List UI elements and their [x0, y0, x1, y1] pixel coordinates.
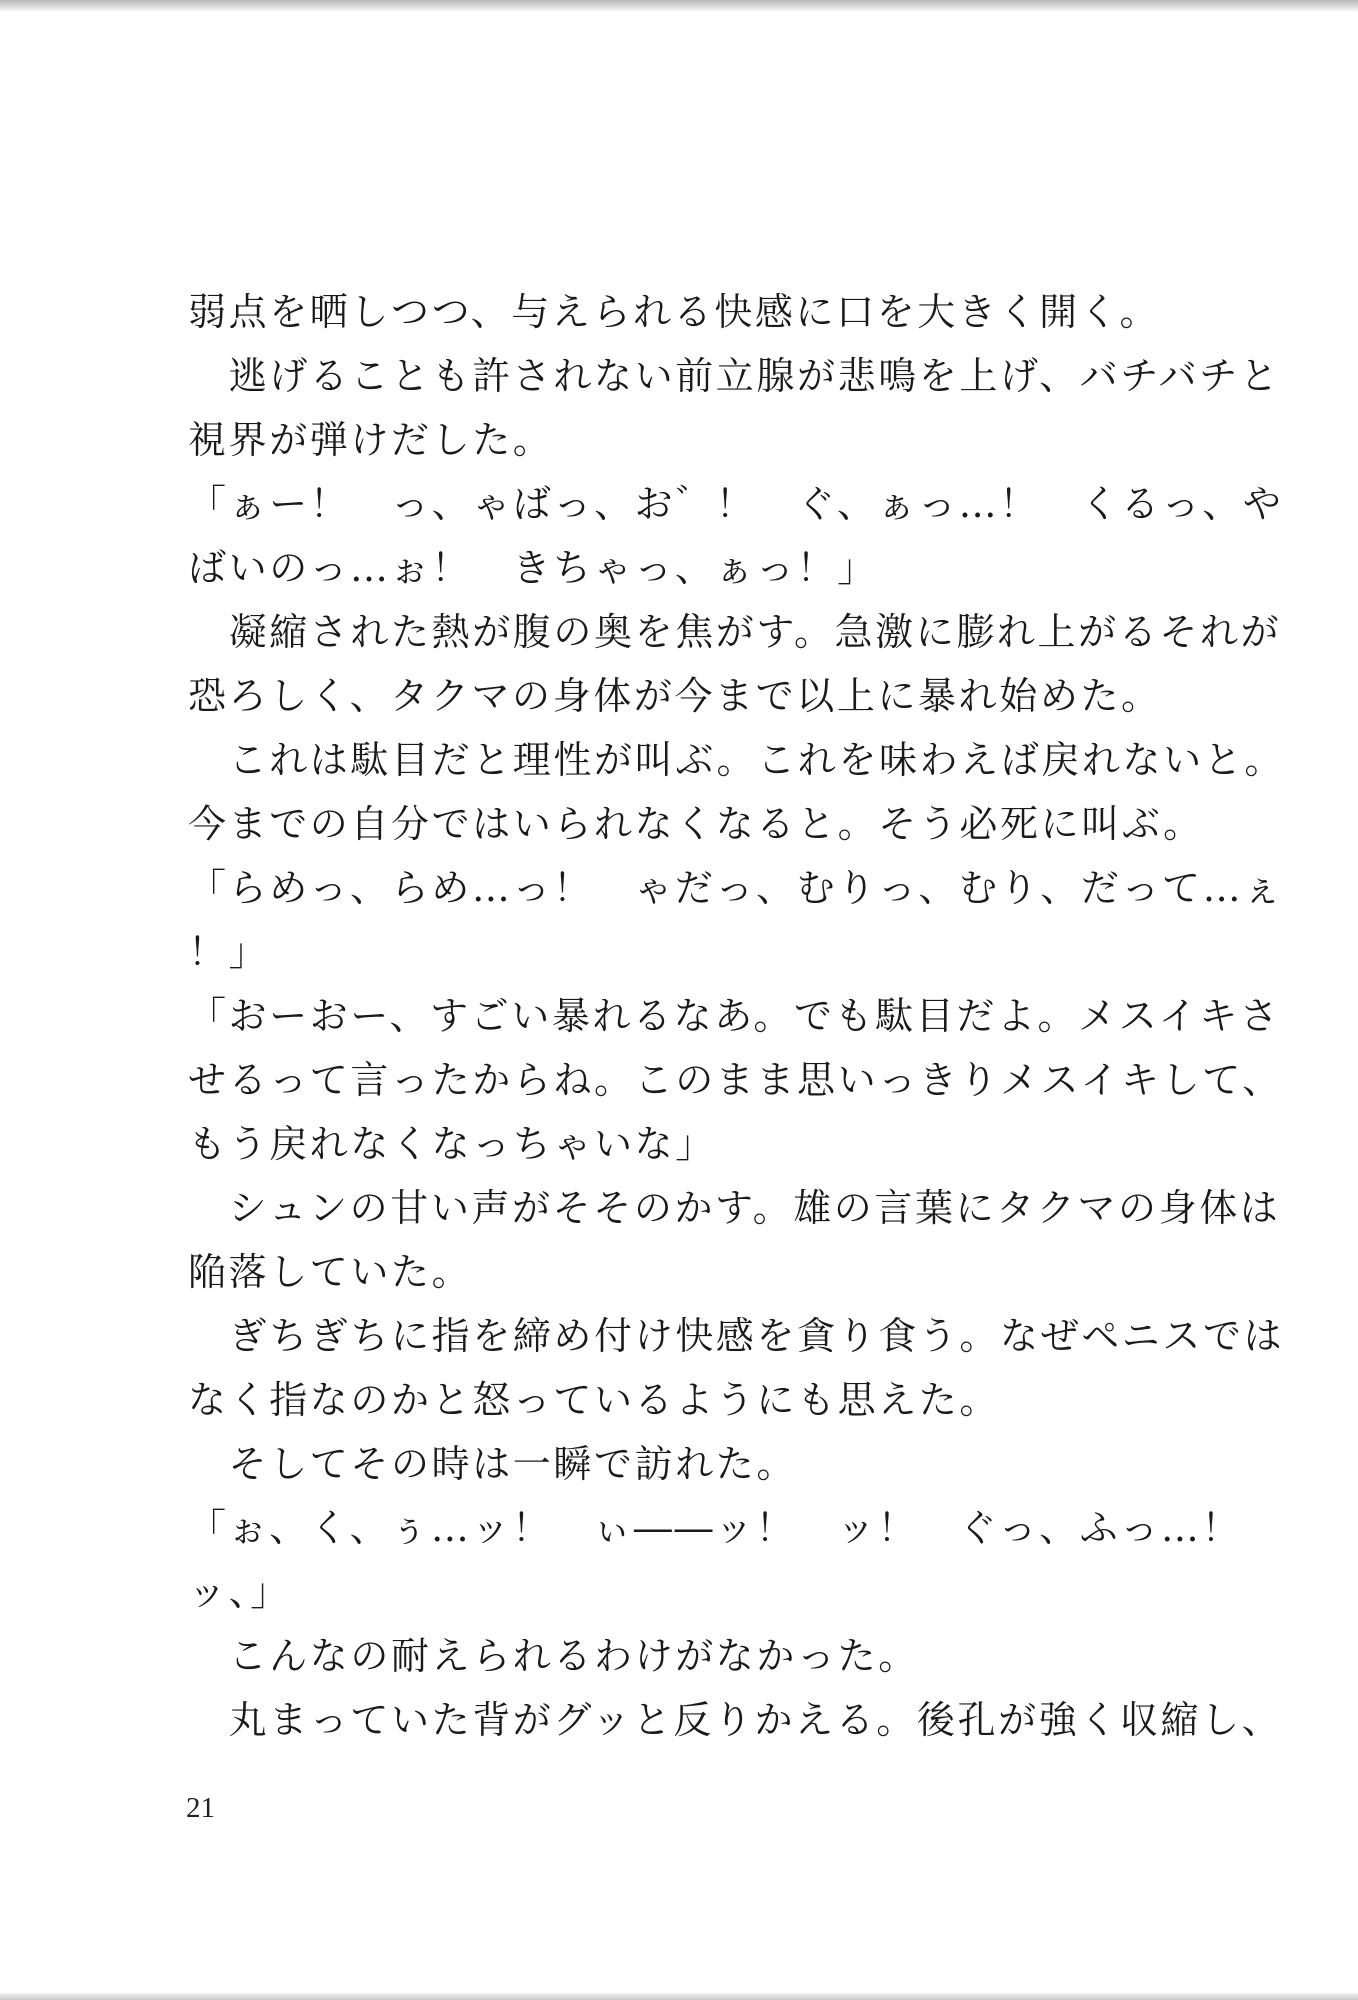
- dialogue-line: もう戻れなくなっちゃいな」: [188, 1122, 716, 1166]
- dialogue-line: 「ぁー！ っ、ゃばっ、お゛！ ぐ、ぁっ…！ くるっ、や: [188, 482, 1284, 526]
- text-line: 陥落していた。: [188, 1250, 473, 1294]
- dialogue-line: せるって言ったからね。このまま思いっきりメスイキして、: [188, 1058, 1283, 1102]
- page-top-edge: [0, 0, 1358, 12]
- page-number: 21: [186, 1792, 215, 1824]
- text-line: シュンの甘い声がそそのかす。雄の言葉にタクマの身体は: [188, 1186, 1281, 1230]
- dialogue-line: ！」: [188, 930, 270, 974]
- page-body-text: [188, 280, 1288, 1752]
- dialogue-line: 「らめっ、らめ…っ！ ゃだっ、むりっ、むり、だって…ぇ: [188, 866, 1284, 910]
- text-line: これは駄目だと理性が叫ぶ。これを味わえば戻れないと。: [188, 738, 1285, 782]
- dialogue-line: ッ、」: [188, 1570, 291, 1614]
- text-line: 逃げることも許されない前立腺が悲鳴を上げ、バチバチと: [188, 354, 1281, 398]
- text-line: ぎちぎちに指を締め付け快感を貪り食う。なぜペニスでは: [188, 1314, 1285, 1358]
- page-bottom-edge: [0, 1992, 1358, 2000]
- text-line: 凝縮された熱が腹の奥を焦がす。急激に膨れ上がるそれが: [188, 610, 1282, 654]
- text-line: 弱点を晒しつつ、与えられる快感に口を大きく開く。: [188, 290, 1161, 334]
- text-line: こんなの耐えられるわけがなかった。: [188, 1634, 919, 1678]
- text-line: 丸まっていた背がグッと反りかえる。後孔が強く収縮し、: [188, 1698, 1283, 1742]
- dialogue-line: ばいのっ…ぉ！ きちゃっ、ぁっ！」: [188, 546, 878, 590]
- text-line: 恐ろしく、タクマの身体が今まで以上に暴れ始めた。: [188, 674, 1162, 718]
- dialogue-line: 「おーおー、すごい暴れるなあ。でも駄目だよ。メスイキさ: [188, 994, 1281, 1038]
- text-line: 今までの自分ではいられなくなると。そう必死に叫ぶ。: [188, 802, 1204, 846]
- text-line: 視界が弾けだした。: [188, 418, 554, 462]
- dialogue-line: 「ぉ、く、ぅ…ッ！ ぃ――ッ！ ッ！ ぐっ、ふっ…！: [188, 1506, 1243, 1550]
- text-line: そしてその時は一瞬で訪れた。: [188, 1442, 798, 1486]
- text-line: なく指なのかと怒っているようにも思えた。: [188, 1378, 1001, 1422]
